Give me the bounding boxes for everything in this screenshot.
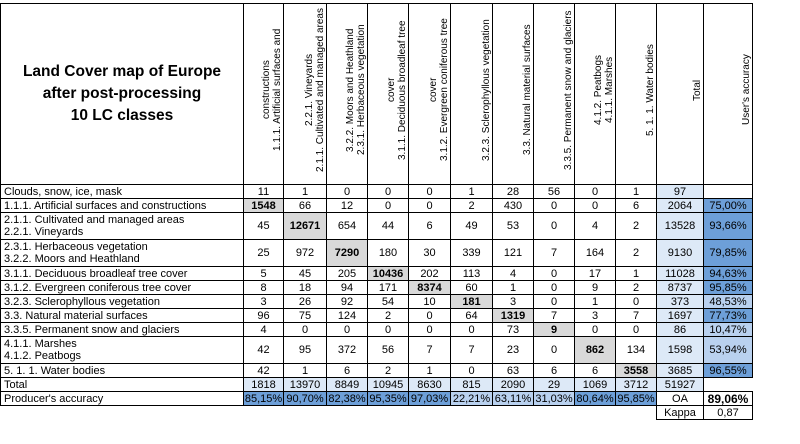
producers-accuracy-cell: 95,35%	[367, 391, 409, 406]
matrix-cell: 12	[326, 198, 368, 213]
column-header	[533, 3, 575, 185]
row-label-line: 4.1.1. Marshes	[4, 338, 77, 350]
matrix-cell: 113	[450, 266, 493, 281]
row-label	[0, 294, 244, 309]
row-total-cell: 11028	[656, 266, 704, 281]
column-header-line: 5. 1. 1. Water bodies	[645, 44, 656, 136]
matrix-cell: 0	[615, 322, 657, 337]
column-header	[703, 3, 753, 185]
matrix-cell: 4	[243, 322, 284, 337]
matrix-cell: 2	[615, 212, 657, 240]
matrix-cell: 53	[492, 212, 534, 240]
matrix-cell: 2	[615, 280, 657, 295]
matrix-cell: 2	[367, 308, 409, 323]
column-header	[450, 3, 493, 185]
column-total-cell: 1818	[243, 377, 284, 392]
matrix-cell: 49	[450, 212, 493, 240]
matrix-cell: 0	[533, 198, 575, 213]
matrix-cell: 121	[492, 239, 534, 267]
column-header-line: User's accuracy	[741, 54, 752, 126]
matrix-cell: 17	[574, 266, 616, 281]
column-header-line: 3.1.2. Evergreen coniferous tree	[439, 18, 450, 162]
users-accuracy-cell: 94,63%	[703, 266, 753, 281]
matrix-cell: 1	[283, 184, 327, 199]
column-header-line: 3.3.5. Permanent snow and glaciers	[563, 10, 574, 170]
row-label	[0, 322, 244, 337]
matrix-cell: 7	[450, 336, 493, 364]
row-label-line: 2.1.1. Cultivated and managed areas	[4, 214, 185, 226]
row-total-cell: 1697	[656, 308, 704, 323]
matrix-cell: 26	[283, 294, 327, 309]
row-label-line: 3.3. Natural material surfaces	[4, 309, 148, 322]
matrix-cell: 1	[574, 294, 616, 309]
table-title: Land Cover map of Europe after post-processing 10 LC classes	[0, 3, 244, 185]
matrix-cell: 5	[243, 266, 284, 281]
matrix-cell: 92	[326, 294, 368, 309]
column-header-line: 3.2.2. Moors and Heathland	[345, 28, 356, 152]
row-label	[0, 336, 244, 364]
row-label	[0, 308, 244, 323]
column-header-line: 1.1.1. Artificial surfaces and	[272, 28, 283, 152]
matrix-cell: 0	[450, 322, 493, 337]
column-header	[574, 3, 616, 185]
column-header-line: cover	[428, 77, 439, 103]
matrix-cell: 7	[533, 308, 575, 323]
matrix-cell: 430	[492, 198, 534, 213]
row-label-line: 2.2.1. Vineyards	[4, 226, 84, 238]
matrix-cell: 1	[615, 184, 657, 199]
row-label-line: 1.1.1. Artificial surfaces and constructions	[4, 199, 207, 212]
matrix-cell: 56	[533, 184, 575, 199]
matrix-cell: 0	[533, 280, 575, 295]
matrix-cell: 45	[243, 212, 284, 240]
matrix-cell: 3	[243, 294, 284, 309]
producers-accuracy-cell: 85,15%	[244, 392, 283, 405]
column-header-line: 4.1.1. Marshes	[604, 56, 615, 124]
users-accuracy-cell: 77,73%	[703, 308, 753, 323]
matrix-cell: 7	[408, 336, 451, 364]
matrix-cell: 42	[243, 363, 284, 378]
matrix-cell: 0	[367, 322, 409, 337]
kappa-value: 0,87	[703, 405, 753, 420]
column-header	[326, 3, 368, 185]
row-label	[0, 184, 244, 199]
row-label-line: 3.2.2. Moors and Heathland	[4, 253, 140, 265]
column-header-line: 2.3.1. Herbaceous vegetation	[356, 24, 367, 156]
users-accuracy-cell: 10,47%	[703, 322, 753, 337]
matrix-cell: 10	[408, 294, 451, 309]
matrix-cell: 1	[408, 363, 451, 378]
matrix-cell: 0	[408, 198, 451, 213]
column-header	[408, 3, 451, 185]
diagonal-cell: 3558	[615, 363, 657, 378]
matrix-cell: 972	[283, 239, 327, 267]
matrix-cell: 6	[615, 198, 657, 213]
matrix-cell: 6	[408, 212, 451, 240]
row-total-cell: 9130	[656, 239, 704, 267]
matrix-cell: 0	[367, 184, 409, 199]
matrix-cell: 171	[367, 280, 409, 295]
column-header-line: Total	[692, 79, 703, 101]
row-total-cell: 86	[656, 322, 704, 337]
diagonal-cell: 1319	[492, 308, 534, 323]
column-header-line: 3.2.3. Sclerophyllous vegetation	[481, 19, 492, 161]
matrix-cell: 205	[326, 266, 368, 281]
row-total-cell: 2064	[656, 198, 704, 213]
users-accuracy-cell: 93,66%	[703, 212, 753, 240]
column-header-line: 3.1.1. Deciduous broadleaf tree	[397, 20, 408, 160]
matrix-cell: 3	[492, 294, 534, 309]
row-label	[0, 198, 244, 213]
matrix-cell: 6	[533, 363, 575, 378]
matrix-cell: 1	[492, 280, 534, 295]
diagonal-cell: 10436	[367, 266, 409, 281]
producers-accuracy-cell: 31,03%	[533, 391, 575, 406]
column-total-cell: 29	[533, 377, 575, 392]
column-total-cell: 3712	[615, 377, 657, 392]
diagonal-cell: 862	[574, 336, 616, 364]
matrix-cell: 7	[533, 239, 575, 267]
column-total-cell: 2090	[492, 377, 534, 392]
column-total-cell: 8630	[408, 377, 451, 392]
matrix-cell: 0	[408, 184, 451, 199]
diagonal-cell: 7290	[326, 239, 368, 267]
matrix-cell: 0	[326, 184, 368, 199]
matrix-cell: 1	[283, 363, 327, 378]
matrix-cell: 23	[492, 336, 534, 364]
matrix-cell: 2	[367, 363, 409, 378]
matrix-cell: 0	[533, 212, 575, 240]
matrix-cell: 8	[243, 280, 284, 295]
matrix-cell: 0	[533, 336, 575, 364]
matrix-cell: 11	[243, 184, 284, 199]
matrix-cell: 42	[243, 336, 284, 364]
column-total-cell: 1069	[574, 377, 616, 392]
diagonal-cell: 8374	[408, 280, 451, 295]
matrix-cell: 30	[408, 239, 451, 267]
row-label-line: 2.3.1. Herbaceous vegetation	[4, 241, 148, 253]
column-header-line: cover	[386, 77, 397, 103]
diagonal-cell: 181	[450, 294, 493, 309]
matrix-cell: 0	[408, 322, 451, 337]
column-header-line: 3.3. Natural material surfaces	[522, 24, 533, 156]
matrix-cell: 63	[492, 363, 534, 378]
diagonal-cell: 1548	[243, 198, 284, 213]
matrix-cell: 0	[283, 322, 327, 337]
users-accuracy-cell: 96,55%	[703, 363, 753, 378]
total-row-label: Total	[0, 377, 244, 392]
row-total-cell: 97	[656, 184, 704, 199]
row-total-cell: 1598	[656, 336, 704, 364]
matrix-cell: 1	[450, 184, 493, 199]
matrix-cell: 9	[574, 280, 616, 295]
matrix-cell: 1	[615, 266, 657, 281]
producers-accuracy-cell: 90,70%	[283, 391, 327, 406]
matrix-cell: 7	[615, 308, 657, 323]
users-accuracy-cell	[703, 184, 753, 199]
row-label	[0, 280, 244, 295]
users-accuracy-cell: 53,94%	[703, 336, 753, 364]
column-header	[367, 3, 409, 185]
matrix-cell: 0	[574, 322, 616, 337]
matrix-cell: 0	[533, 294, 575, 309]
row-label	[0, 363, 244, 378]
matrix-cell: 134	[615, 336, 657, 364]
matrix-cell: 0	[326, 322, 368, 337]
users-accuracy-cell: 95,85%	[703, 280, 753, 295]
column-total-cell: 13970	[283, 377, 327, 392]
row-total-cell: 8737	[656, 280, 704, 295]
matrix-cell: 73	[492, 322, 534, 337]
matrix-cell: 96	[243, 308, 284, 323]
matrix-cell: 2	[450, 198, 493, 213]
matrix-cell: 0	[408, 308, 451, 323]
users-accuracy-cell: 79,85%	[703, 239, 753, 267]
column-total-cell: 815	[450, 377, 493, 392]
row-label	[0, 266, 244, 281]
column-header	[283, 3, 327, 185]
diagonal-cell: 9	[533, 322, 575, 337]
row-total-cell: 3685	[656, 363, 704, 378]
row-label-line: 3.1.1. Deciduous broadleaf tree cover	[4, 267, 188, 280]
users-accuracy-cell: 75,00%	[703, 198, 753, 213]
matrix-cell: 0	[450, 363, 493, 378]
producers-accuracy-cell: 95,85%	[615, 391, 657, 406]
row-label-line: 5. 1. 1. Water bodies	[4, 364, 106, 377]
matrix-cell: 4	[492, 266, 534, 281]
row-label	[0, 212, 244, 240]
oa-value: 89,06%	[703, 391, 753, 406]
producers-accuracy-cell: 22,21%	[450, 391, 493, 406]
row-label	[0, 239, 244, 267]
column-header	[656, 3, 704, 185]
matrix-cell: 2	[615, 239, 657, 267]
matrix-cell: 0	[574, 198, 616, 213]
matrix-cell: 66	[283, 198, 327, 213]
matrix-cell: 44	[367, 212, 409, 240]
column-total-cell: 10945	[367, 377, 409, 392]
matrix-cell: 654	[326, 212, 368, 240]
producers-accuracy-cell: 97,03%	[408, 391, 451, 406]
matrix-cell: 0	[533, 266, 575, 281]
matrix-cell: 4	[574, 212, 616, 240]
matrix-cell: 6	[326, 363, 368, 378]
row-label-line: 3.1.2. Evergreen coniferous tree cover	[4, 281, 192, 294]
matrix-cell: 54	[367, 294, 409, 309]
producers-accuracy-cell: 63,11%	[492, 391, 534, 406]
matrix-cell: 94	[326, 280, 368, 295]
matrix-cell: 180	[367, 239, 409, 267]
row-label-line: 3.2.3. Sclerophyllous vegetation	[4, 295, 160, 308]
producers-accuracy-cell: 80,64%	[574, 391, 616, 406]
matrix-cell: 0	[615, 294, 657, 309]
matrix-cell: 60	[450, 280, 493, 295]
matrix-cell: 95	[283, 336, 327, 364]
matrix-cell: 18	[283, 280, 327, 295]
matrix-cell: 25	[243, 239, 284, 267]
column-header-line: 2.2.1. Vineyards	[304, 53, 315, 127]
matrix-cell: 6	[574, 363, 616, 378]
matrix-cell: 372	[326, 336, 368, 364]
producers-accuracy-cell: 82,38%	[326, 391, 368, 406]
matrix-cell: 202	[408, 266, 451, 281]
diagonal-cell: 12671	[283, 212, 327, 240]
row-label-line: 3.3.5. Permanent snow and glaciers	[4, 323, 180, 336]
row-label-line: 4.1.2. Peatbogs	[4, 350, 82, 362]
kappa-label: Kappa	[656, 405, 704, 420]
matrix-cell: 45	[283, 266, 327, 281]
column-header	[243, 3, 284, 185]
matrix-cell: 0	[367, 198, 409, 213]
row-label-line: Clouds, snow, ice, mask	[4, 185, 122, 198]
matrix-cell: 3	[574, 308, 616, 323]
matrix-cell: 0	[574, 184, 616, 199]
users-accuracy-cell: 48,53%	[703, 294, 753, 309]
row-total-cell: 373	[656, 294, 704, 309]
grand-total-cell: 51927	[656, 377, 704, 392]
oa-label: OA	[656, 391, 704, 406]
matrix-cell: 124	[326, 308, 368, 323]
matrix-cell: 339	[450, 239, 493, 267]
matrix-cell: 164	[574, 239, 616, 267]
column-header-line: constructions	[261, 60, 272, 120]
column-header-line: 2.1.1. Cultivated and managed areas	[315, 8, 326, 172]
matrix-cell: 64	[450, 308, 493, 323]
row-total-cell: 13528	[656, 212, 704, 240]
column-header	[492, 3, 534, 185]
column-header	[615, 3, 657, 185]
column-total-cell: 8849	[326, 377, 368, 392]
matrix-cell: 56	[367, 336, 409, 364]
column-header-line: 4.1.2. Peatbogs	[593, 54, 604, 126]
matrix-cell: 28	[492, 184, 534, 199]
matrix-cell: 75	[283, 308, 327, 323]
producers-accuracy-label: Producer's accuracy	[0, 391, 244, 406]
